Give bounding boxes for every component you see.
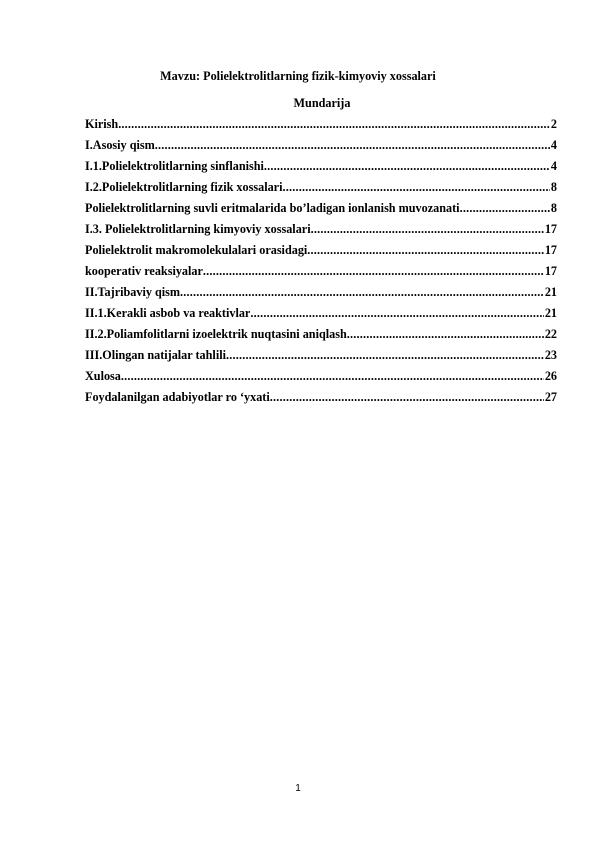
toc-entry[interactable] <box>85 158 557 179</box>
toc-leader-dots <box>307 242 544 258</box>
toc-entry-label: II.1.Kerakli asbob va reaktivlar <box>85 306 251 320</box>
toc-entry-label: Xulosa <box>85 369 121 383</box>
toc-entry-page: 26 <box>544 369 557 383</box>
toc-entry[interactable] <box>85 368 557 389</box>
toc-entry[interactable] <box>85 242 557 263</box>
toc-entry-label: Polielektrolit makromolekulalari orasidagi <box>85 243 308 257</box>
toc-entry-page: 8 <box>550 201 557 215</box>
toc-entry-label: I.Asosiy qism <box>85 138 155 152</box>
toc-leader-dots <box>155 137 550 153</box>
toc-entry[interactable] <box>85 326 557 347</box>
toc-entry-label: I.3. Polielektrolitlarning kimyoviy xossalari <box>85 222 311 236</box>
toc-entry-page: 8 <box>550 180 557 194</box>
toc-entry[interactable] <box>85 137 557 158</box>
toc-entry-page: 4 <box>550 159 557 173</box>
toc-entry-label: Foydalanilgan adabiyotlar ro ‘yxati <box>85 390 270 404</box>
page-number: 1 <box>295 783 301 794</box>
toc-entry-page: 21 <box>544 285 557 299</box>
toc-leader-dots <box>347 326 544 342</box>
toc-leader-dots <box>121 368 544 384</box>
toc-entry[interactable] <box>85 179 557 200</box>
toc-entry-page: 2 <box>550 117 557 131</box>
toc-entry[interactable] <box>85 305 557 326</box>
toc-entry[interactable] <box>85 284 557 305</box>
toc-entry-label: III.Olingan natijalar tahlili <box>85 348 226 362</box>
toc-entry-label: kooperativ reaksiyalar <box>85 264 203 278</box>
toc-leader-dots <box>226 347 544 363</box>
toc-leader-dots <box>311 221 544 237</box>
toc-entry-page: 4 <box>550 138 557 152</box>
document-title: Mavzu: Polielektrolitlarning fizik-kimyoviy xossalari <box>160 69 436 83</box>
toc-entry[interactable] <box>85 389 557 410</box>
toc-entry-page: 17 <box>544 264 557 278</box>
toc-heading: Mundarija <box>293 96 351 110</box>
toc-entry[interactable] <box>85 116 557 137</box>
toc-entry-page: 27 <box>544 390 557 404</box>
toc-leader-dots <box>118 116 550 132</box>
toc-entry-label: II.Tajribaviy qism <box>85 285 181 299</box>
toc-entry-label: I.2.Polielektrolitlarning fizik xossalari <box>85 180 283 194</box>
toc-entry-label: II.2.Poliamfolitlarni izoelektrik nuqtasini aniqlash <box>85 327 347 341</box>
toc-entry[interactable] <box>85 347 557 368</box>
toc-leader-dots <box>270 389 544 405</box>
toc-leader-dots <box>180 284 544 300</box>
toc-leader-dots <box>282 179 549 195</box>
toc-entry[interactable] <box>85 200 557 221</box>
toc-entry-label: Kirish <box>85 117 119 131</box>
toc-entry-page: 22 <box>544 327 557 341</box>
toc-entry-label: I.1.Polielektrolitlarning sinflanishi <box>85 159 264 173</box>
toc-leader-dots <box>250 305 543 321</box>
toc-leader-dots <box>460 200 550 216</box>
toc-leader-dots <box>264 158 550 174</box>
toc-entry[interactable] <box>85 221 557 242</box>
toc-entry-page: 17 <box>544 243 557 257</box>
toc-entry[interactable] <box>85 263 557 284</box>
toc-entry-page: 21 <box>544 306 557 320</box>
toc-entry-page: 17 <box>544 222 557 236</box>
toc-leader-dots <box>203 263 544 279</box>
toc-entry-label: Polielektrolitlarning suvli eritmalarida bo’ladigan ionlanish muvozanati <box>85 201 460 215</box>
table-of-contents <box>85 116 557 410</box>
toc-entry-page: 23 <box>544 348 557 362</box>
